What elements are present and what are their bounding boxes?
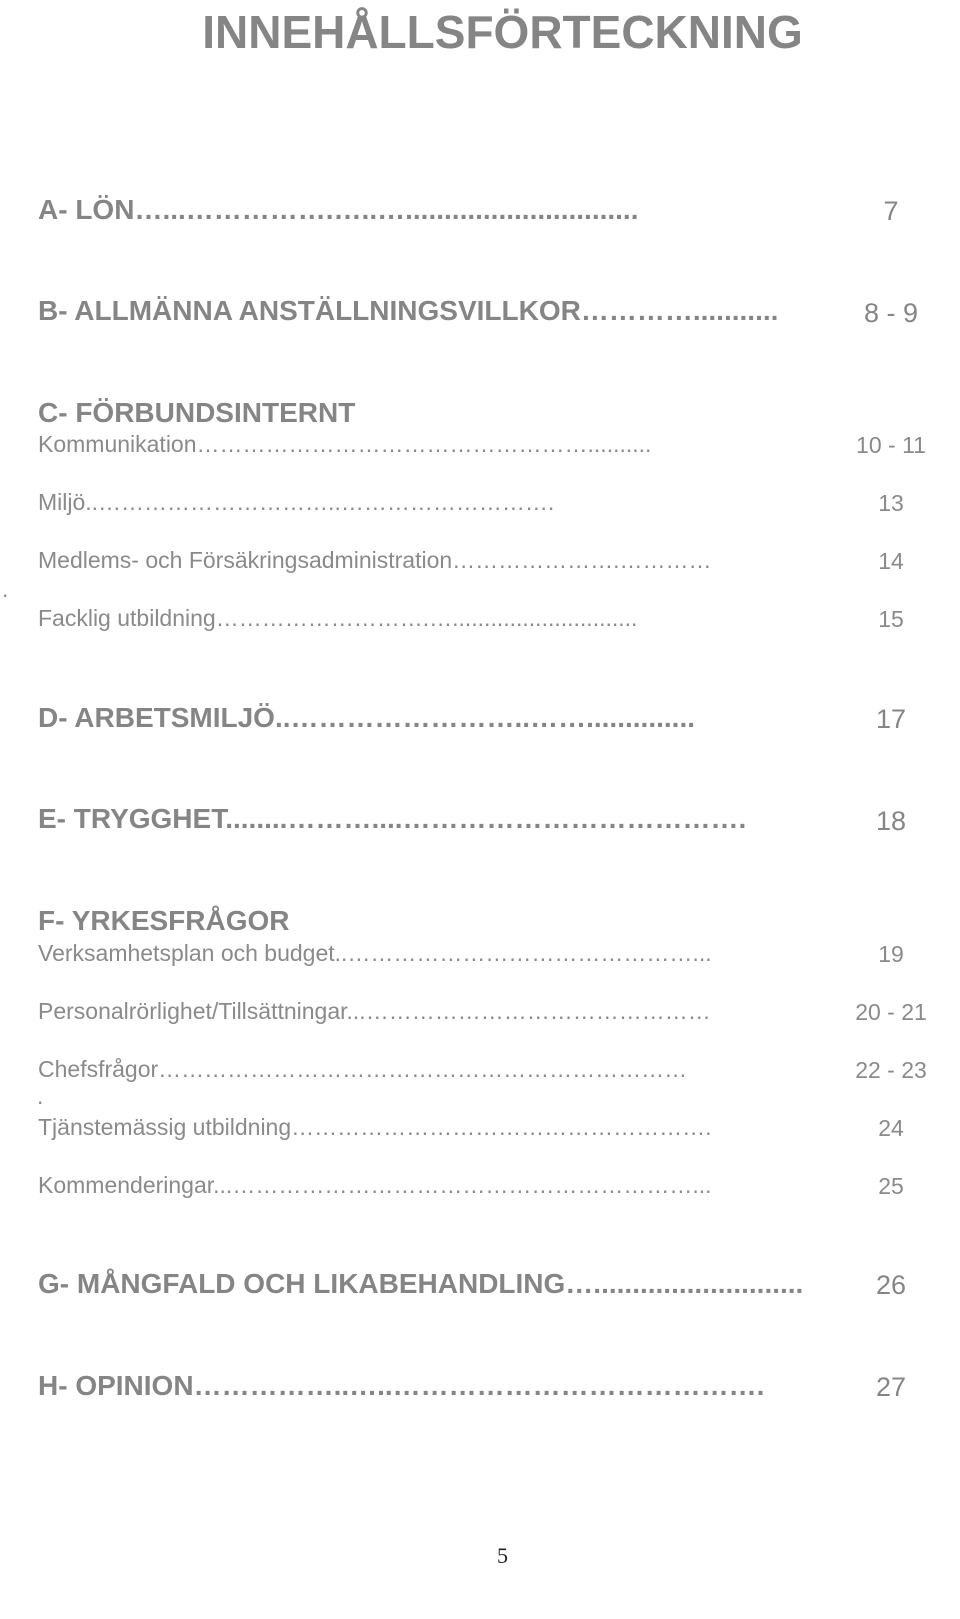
toc-entry-g-mangfald-och-likabehandling[interactable]	[38, 1267, 832, 1301]
toc-label: G- MÅNGFALD OCH LIKABEHANDLING	[38, 1268, 566, 1299]
stray-dot: .	[37, 1083, 44, 1109]
toc-page-number: 17	[875, 704, 907, 734]
dot-leader: ……………………………………………..........	[196, 431, 652, 457]
toc-label: Tjänstemässig utbildning	[38, 1114, 292, 1140]
toc-page-number: 10 - 11	[856, 432, 926, 458]
toc-page-number: 20 - 21	[855, 999, 927, 1025]
toc-page-number: 19	[878, 941, 904, 967]
dot-leader: ……………………….….............................	[215, 605, 638, 631]
toc-entry-miljo[interactable]	[38, 488, 832, 516]
toc-page-number: 15	[878, 606, 904, 632]
toc-entry-b-allmanna-anstallningsvillkor[interactable]	[38, 294, 832, 328]
footer-page-number: 5	[497, 1543, 508, 1568]
toc-page-number: 22 - 23	[855, 1057, 927, 1083]
toc-entry-facklig-utbildning[interactable]	[38, 604, 832, 632]
toc-label: Miljö	[38, 489, 86, 515]
dot-leader: …………...........	[580, 295, 779, 326]
toc-page-number: 25	[878, 1173, 904, 1199]
toc-entry-personalrorlighet-tillsattningar[interactable]	[38, 997, 832, 1025]
toc-entry-d-arbetsmiljo[interactable]	[38, 701, 832, 735]
dot-leader: ……………………………………………………………	[158, 1056, 688, 1082]
toc-entry-kommenderingar[interactable]	[38, 1171, 832, 1199]
toc-label: B- ALLMÄNNA ANSTÄLLNINGSVILLKOR	[38, 295, 581, 326]
toc-label: Facklig utbildning	[38, 605, 216, 631]
dot-leader: ........………....……………………………….	[225, 803, 747, 834]
toc-page-number: 13	[878, 490, 904, 516]
toc-entry-tjanstemassig-utbildning[interactable]	[38, 1113, 832, 1141]
toc-page-number: 24	[878, 1115, 904, 1141]
toc-label: Verksamhetsplan och budget	[38, 940, 335, 966]
toc-entry-kommunikation[interactable]	[38, 430, 832, 458]
toc-label: E- TRYGGHET	[38, 803, 226, 834]
page-title: INNEHÅLLSFÖRTECKNING	[202, 6, 803, 58]
toc-page-number: 27	[875, 1372, 907, 1402]
toc-page-number: 18	[875, 806, 907, 836]
dot-leader: ...……………………………………………………...	[213, 1172, 712, 1198]
dot-leader: …...........................	[565, 1268, 804, 1299]
toc-label: Personalrörlighet/Tillsättningar	[38, 998, 347, 1024]
dot-leader: ……………..…..………………………………….	[193, 1370, 765, 1401]
dot-leader: ..…………………………..……………………….	[85, 489, 555, 515]
toc-entry-medlems-och-forsakringsadministration[interactable]	[38, 546, 832, 574]
toc-heading-c-forbundsinternt[interactable]: C- FÖRBUNDSINTERNT	[38, 397, 356, 428]
dot-leader: ...………………………………………	[346, 998, 711, 1024]
dot-leader: ………………….…………	[452, 547, 712, 573]
toc-entry-verksamhetsplan-och-budget[interactable]	[38, 939, 832, 967]
toc-page-number: 14	[878, 548, 904, 574]
dot-leader: ……………………………………………….	[291, 1114, 712, 1140]
toc-page-number: 7	[883, 196, 899, 226]
toc-label: H- OPINION	[38, 1370, 194, 1401]
toc-page-number: 8 - 9	[863, 298, 919, 328]
toc-entry-a-lon[interactable]	[38, 193, 832, 227]
toc-label: D- ARBETSMILJÖ	[38, 702, 275, 733]
dot-leader: ..……………………..……..............	[274, 702, 695, 733]
stray-dot: .	[2, 576, 9, 602]
toc-page-number: 26	[875, 1270, 907, 1300]
dot-leader: ..………………………………………...	[334, 940, 712, 966]
toc-label: Medlems- och Försäkringsadministration	[38, 547, 453, 573]
toc-heading-f-yrkesfragor[interactable]: F- YRKESFRÅGOR	[38, 905, 290, 936]
toc-entry-e-trygghet[interactable]	[38, 802, 832, 836]
dot-leader: …...…………….…..…..............................	[134, 194, 639, 225]
toc-label: Chefsfrågor	[38, 1056, 159, 1082]
toc-entry-chefsfragor[interactable]	[38, 1055, 832, 1083]
toc-label: Kommenderingar	[38, 1172, 214, 1198]
toc-label: Kommunikation	[38, 431, 197, 457]
toc-label: A- LÖN	[38, 194, 135, 225]
toc-entry-h-opinion[interactable]	[38, 1369, 832, 1403]
